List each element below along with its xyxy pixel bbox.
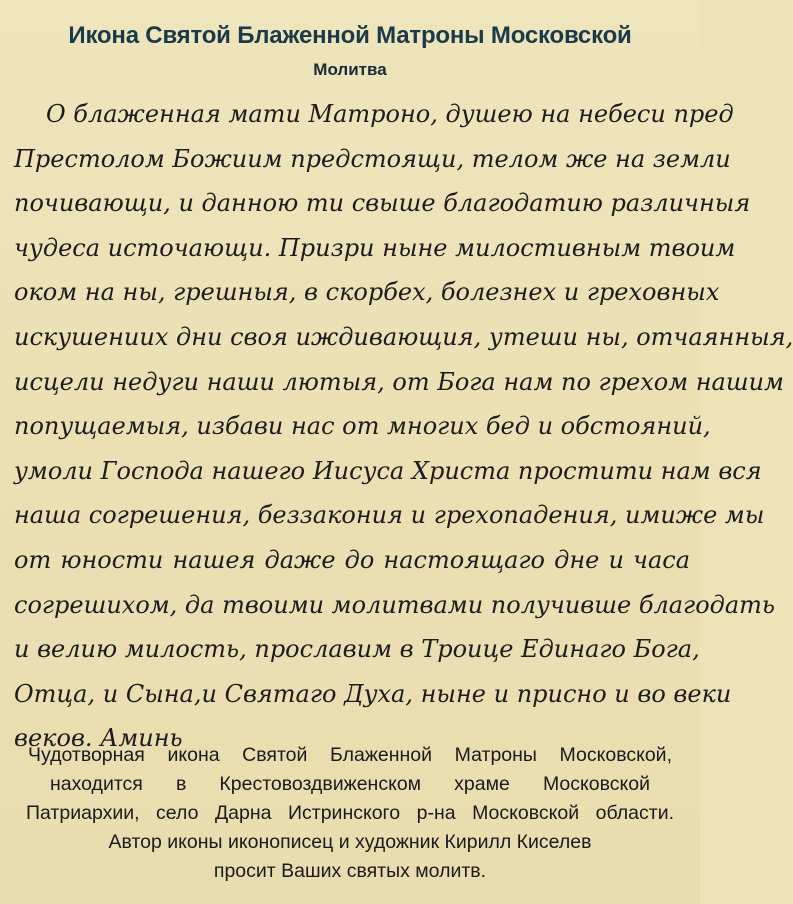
prayer-line: веков. Аминь bbox=[14, 724, 183, 753]
prayer-line: умоли Господа нашего Иисуса Христа простити нам вся bbox=[14, 456, 762, 485]
prayer-line: Престолом Божиим предстоящи, телом же на земли bbox=[14, 144, 731, 173]
prayer-line: почивающи, и данною ти свыше благодатию различныя bbox=[14, 189, 751, 218]
prayer-line: Отца, и Сына,и Святаго Духа, ныне и присно и во веки bbox=[14, 679, 732, 708]
prayer-line: согрешихом, да твоими молитвами получивше благодать bbox=[14, 590, 775, 619]
prayer-line: О блаженная мати Матроно, душею на небеси пред bbox=[46, 100, 734, 128]
footer-line: просит Ваших святых молитв. bbox=[213, 860, 487, 882]
icon-info bbox=[0, 741, 700, 886]
prayer-line: оком на ны, грешныя, в скорбех, болезнех и греховных bbox=[14, 278, 720, 307]
prayer-line: наша согрешения, беззакония и грехопадения, имиже мы bbox=[14, 501, 765, 530]
prayer-line: от юности нашея даже до настоящаго дне и часа bbox=[14, 545, 690, 574]
prayer-line: попущаемыя, избави нас от многих бед и обстояний, bbox=[14, 412, 711, 441]
page-title: Икона Святой Блаженной Матроны Московской bbox=[68, 22, 632, 49]
footer-line: Патриархии, село Дарна Истринского р-на Московской области. bbox=[26, 802, 674, 824]
prayer-line: и велию милость, прославим в Троице Единаго Бога, bbox=[14, 635, 700, 664]
prayer-line: исцели недуги наши лютыя, от Бога нам по грехом нашим bbox=[14, 367, 784, 396]
prayer-line: чудеса источающи. Призри ныне милостивным твоим bbox=[14, 233, 736, 262]
footer-line: находится в Крестовоздвиженском храме Московской bbox=[50, 773, 650, 795]
footer-line: Автор иконы иконописец и художник Кирилл Киселев bbox=[108, 831, 592, 853]
footer-line: Чудотворная икона Святой Блаженной Матроны Московской, bbox=[28, 744, 672, 766]
prayer-text bbox=[14, 92, 793, 761]
prayer-line: искушениих дни своя иждивающия, утеши ны, отчаянныя, bbox=[14, 322, 793, 351]
page-subtitle: Молитва bbox=[313, 60, 387, 79]
